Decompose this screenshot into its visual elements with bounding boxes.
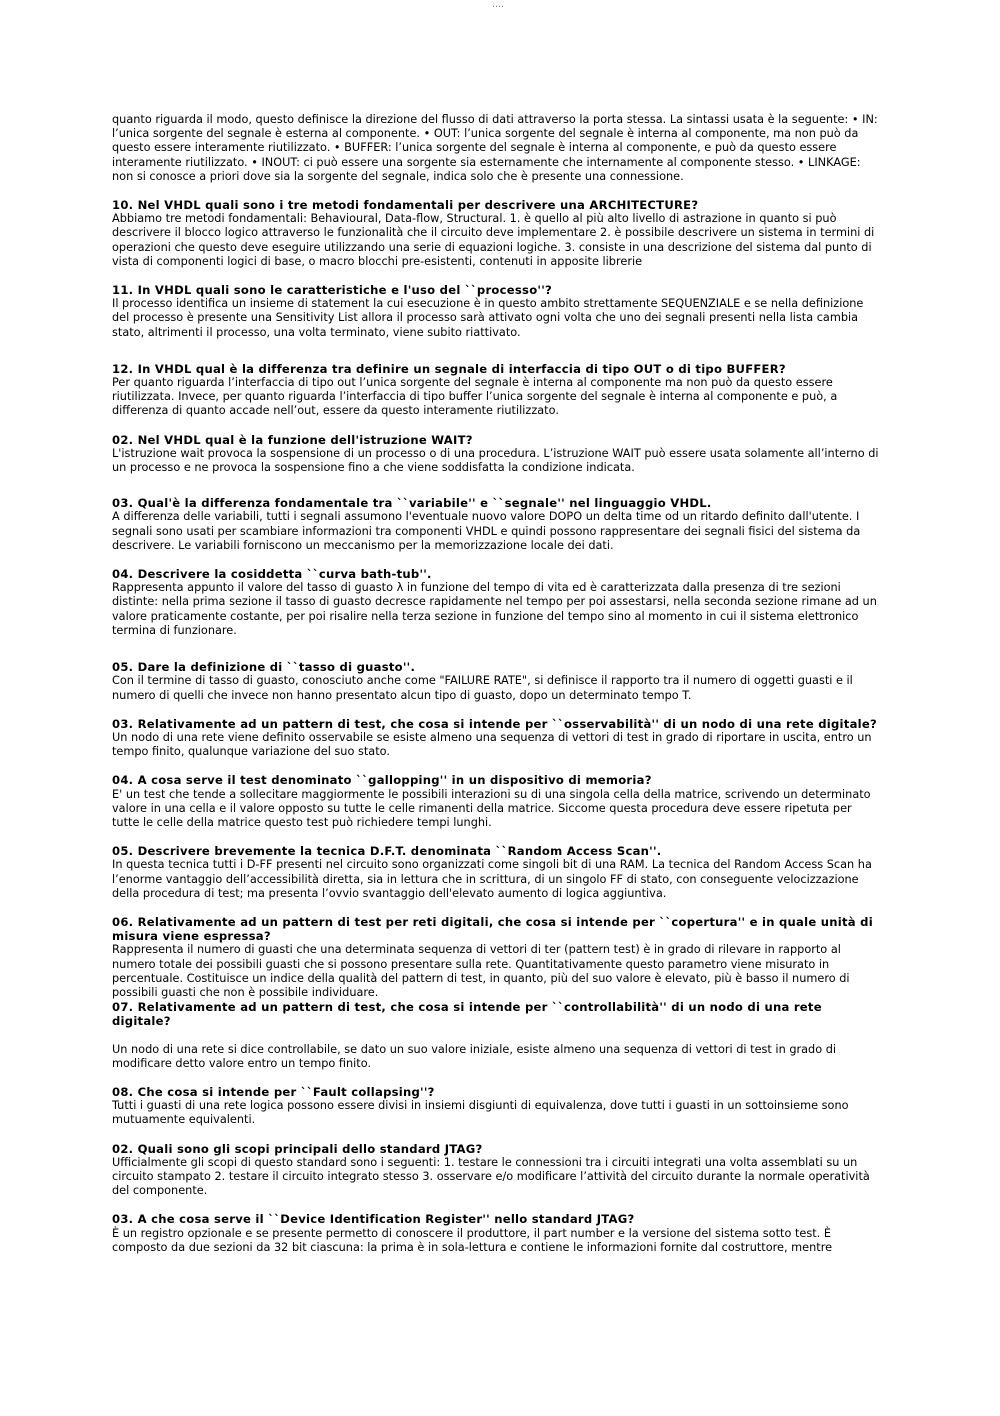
- answer-text: E' un test che tende a sollecitare maggiormente le possibili interazioni su di una singola cella della matrice, scrivendo un determinato valore in una cella e il valore opposto su tutte le celle rimanenti della matrice. Siccome questa procedura deve essere ripetuta per tutte le celle della matrice questo test può richiedere tempi lunghi.: [112, 787, 871, 829]
- question-heading: 12. In VHDL qual è la differenza tra definire un segnale di interfaccia di tipo OUT o di tipo BUFFER?: [112, 361, 786, 376]
- qa-item: [112, 198, 882, 269]
- question-heading: 07. Relativamente ad un pattern di test, che cosa si intende per ``controllabilità'' di un nodo di una rete digitale?: [112, 1000, 822, 1029]
- question-heading: 02. Nel VHDL qual è la funzione dell'istruzione WAIT?: [112, 432, 473, 447]
- answer-text: Un nodo di una rete viene definito osservabile se esiste almeno una sequenza di vettori di test in grado di riportare in uscita, entro un tempo finito, qualunque variazione del suo stato.: [112, 730, 872, 759]
- qa-item: [112, 1085, 882, 1128]
- question-heading: 06. Relativamente ad un pattern di test per reti digitali, che cosa si intende per ``copertura'' e in quale unità di misura viene espressa?: [112, 914, 873, 944]
- qa-item: [112, 844, 882, 901]
- question-heading: 03. Qual'è la differenza fondamentale tra ``variabile'' e ``segnale'' nel linguaggio VHDL.: [112, 496, 712, 511]
- answer-text: Un nodo di una rete si dice controllabile, se dato un suo valore iniziale, esiste almeno una sequenza di vettori di test in grado di modificare detto valore entro un tempo finito.: [112, 1042, 837, 1070]
- qa-item: [112, 496, 882, 553]
- answer-text: Con il termine di tasso di guasto, conosciuto anche come "FAILURE RATE", si definisce il rapporto tra il numero di oggetti guasti e il numero di quelli che invece non hanno presentato alcun tipo di guasto, dopo un determinato tempo T.: [112, 674, 853, 702]
- qa-item: [112, 567, 882, 638]
- question-heading: 02. Quali sono gli scopi principali dello standard JTAG?: [112, 1141, 483, 1156]
- answer-text: È un registro opzionale e se presente permetto di conoscere il produttore, il part number e la versione del sistema sotto test. È composto da due sezioni da 32 bit ciascuna: la prima è in sola-lettura e contiene le informazioni fornite dal costruttore, mentre: [112, 1226, 833, 1254]
- document-page: [112, 113, 882, 1255]
- qa-item: [112, 362, 882, 419]
- answer-text: Rappresenta appunto il valore del tasso di guasto λ in funzione del tempo di vita ed è caratterizzata dalla presenza di tre sezioni distinte: nella prima sezione il tasso di guasto decresce rapidamente nel tempo per poi assestarsi, nella seconda sezione rimane ad un valore praticamente costante, per poi risalire nella terza sezione in funzione del tempo sino al momento in cui il sistema elettronico termina di funzionare.: [112, 581, 877, 637]
- answer-text: Ufficialmente gli scopi di questo standard sono i seguenti: 1. testare le connessioni tra i circuiti integrati una volta assemblati su un circuito stampato 2. testare il circuito integrato stesso 3. osservare e/o modificare l’attività del circuito durante la normale operatività del componente.: [112, 1155, 870, 1198]
- answer-text: A differenza delle variabili, tutti i segnali assumono l'eventuale nuovo valore DOPO un delta time od un ritardo definito dall'utente. I segnali sono usati per scambiare informazioni tra componenti VHDL e quindi possono rappresentare dei segnali fisici del sistema da descrivere. Le variabili forniscono un meccanismo per la memorizzazione locale dei dati.: [112, 510, 861, 552]
- qa-item: [112, 1000, 882, 1071]
- qa-item: [112, 660, 882, 703]
- answer-text: Tutti i guasti di una rete logica possono essere divisi in insiemi disgiunti di equivalenza, dove tutti i guasti in un sottoinsieme sono mutuamente equivalenti.: [112, 1099, 849, 1127]
- qa-item: [112, 1212, 882, 1255]
- answer-text: Rappresenta il numero di guasti che una determinata sequenza di vettori di ter (pattern test) è in grado di rilevare in rapporto al numero totale dei possibili guasti che si possono presentare sulla rete. Quantitativamente questo parametro viene misurato in percentuale. Costituisce un indice della qualità del pattern di test, in quanto, più del suo valore è elevato, più è basso il numero di possibili guasti che non è possibile individuare.: [112, 943, 850, 999]
- question-heading: 03. Relativamente ad un pattern di test, che cosa si intende per ``osservabilità'' di un nodo di una rete digitale?: [112, 716, 877, 731]
- question-heading: 05. Descrivere brevemente la tecnica D.F.T. denominata ``Random Access Scan''.: [112, 844, 662, 859]
- question-heading: 10. Nel VHDL quali sono i tre metodi fondamentali per descrivere una ARCHITECTURE?: [112, 198, 699, 213]
- question-heading: 11. In VHDL quali sono le caratteristiche e l'uso del ``processo''?: [112, 283, 552, 298]
- answer-text: Abbiamo tre metodi fondamentali: Behavioural, Data-flow, Structural. 1. è quello al più alto livello di astrazione in quanto si può descrivere il blocco logico attraverso le funzionalità che il circuito deve implementare 2. è possibile descrivere un sistema in termini di operazioni che questo deve eseguire utilizzando una serie di equazioni logiche. 3. consiste in una descrizione del sistema dal punto di vista di componenti logici di base, o macro blocchi pre-esistenti, contenuti in apposite librerie: [112, 212, 875, 268]
- answer-text: L'istruzione wait provoca la sospensione di un processo o di una procedura. L’istruzione WAIT può essere usata solamente all’interno di un processo e ne provoca la sospensione fino a che viene soddisfatta la condizione indicata.: [112, 446, 879, 475]
- question-heading: 04. Descrivere la cosiddetta ``curva bath-tub''.: [112, 567, 432, 582]
- intro-paragraph: quanto riguarda il modo, questo definisce la direzione del flusso di dati attraverso la porta stessa. La sintassi usata è la seguente: • IN: l’unica sorgente del segnale è esterna al componente. • OUT: l’unica sorgente del segnale è interna al componente, ma non può da questo essere interamente riutilizzato. • BUFFER: l’unica sorgente del segnale è interna al componente, e può da questo essere interamente riutilizzato. • INOUT: ci può essere una sorgente sia esternamente che internamente al componente stesso. • LINKAGE: non si conosce a priori dove sia la sorgente del segnale, indica solo che è presente una connessione.: [112, 113, 878, 183]
- answer-text: Il processo identifica un insieme di statement la cui esecuzione è in questo ambito strettamente SEQUENZIALE e se nella definizione del processo è presente una Sensitivity List allora il processo sarà attivato ogni volta che uno dei segnali presenti nella lista cambia stato, altrimenti il processo, una volta terminato, viene subito riattivato.: [112, 297, 864, 339]
- qa-item: [112, 717, 882, 760]
- question-heading: 05. Dare la definizione di ``tasso di guasto''.: [112, 660, 416, 675]
- qa-item: [112, 915, 882, 1000]
- question-heading: 03. A che cosa serve il ``Device Identification Register'' nello standard JTAG?: [112, 1212, 635, 1227]
- qa-item: [112, 283, 882, 340]
- question-heading: 04. A cosa serve il test denominato ``gallopping'' in un dispositivo di memoria?: [112, 773, 652, 788]
- qa-item: [112, 433, 882, 476]
- qa-item: [112, 1142, 882, 1199]
- question-heading: 08. Che cosa si intende per ``Fault collapsing''?: [112, 1084, 435, 1099]
- answer-text: In questa tecnica tutti i D-FF presenti nel circuito sono organizzati come singoli bit di una RAM. La tecnica del Random Access Scan ha l’enorme vantaggio dell’accessibilità diretta, sia in lettura che in scrittura, di un singolo FF di stato, con conseguente velocizzazione della procedura di test; ma presenta l’ovvio svantaggio dell'elevato aumento di logica aggiuntiva.: [112, 858, 872, 900]
- page-header-mark: ‥‥: [492, 0, 505, 10]
- answer-text: Per quanto riguarda l’interfaccia di tipo out l’unica sorgente del segnale è interna al componente ma non può da questo essere riutilizzata. Invece, per quanto riguarda l’interfaccia di tipo buffer l’unica sorgente del segnale è interna al componente e può, a differenza di quanto accade nell’out, essere da questo interamente riutilizzato.: [112, 376, 838, 418]
- qa-item: [112, 773, 882, 830]
